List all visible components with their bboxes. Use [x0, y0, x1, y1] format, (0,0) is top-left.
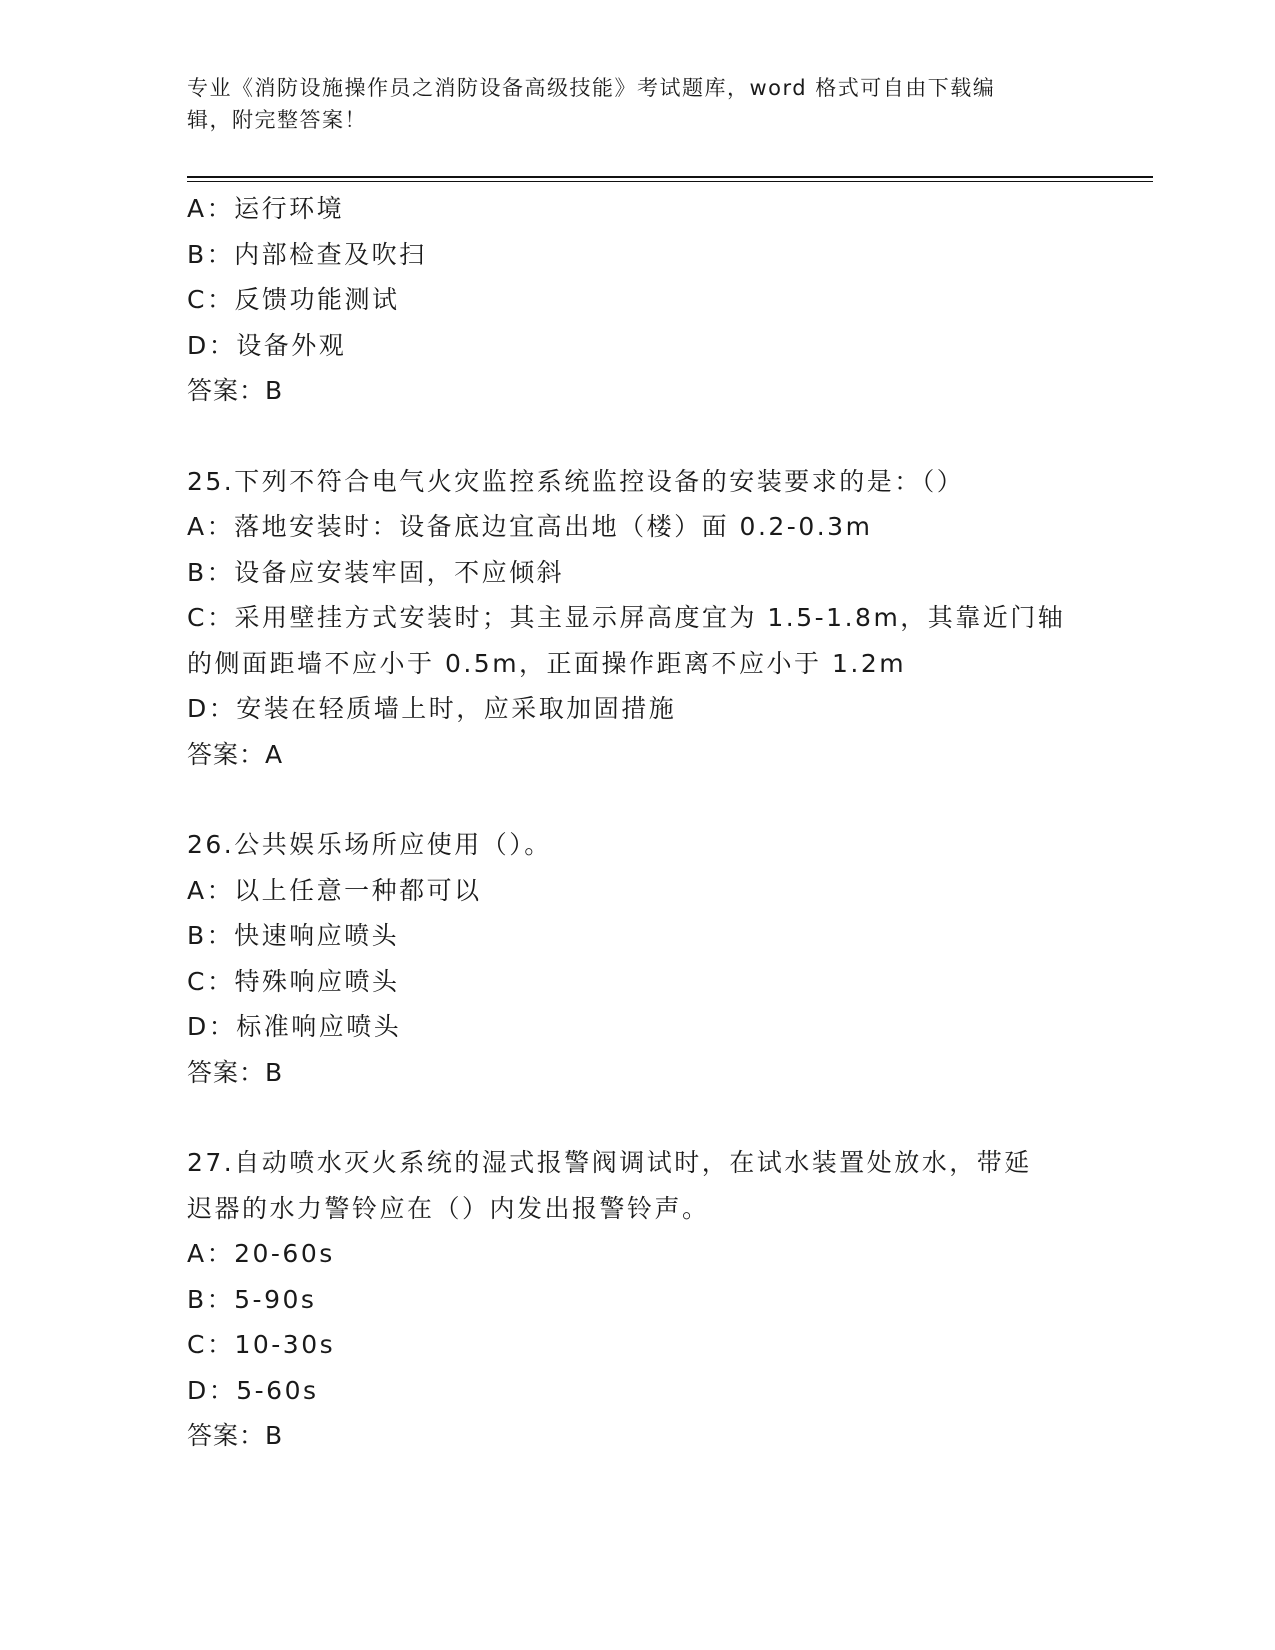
question-stem: 25.下列不符合电气火灾监控系统监控设备的安装要求的是：（）: [187, 466, 965, 496]
spacer: [187, 414, 1087, 459]
option-c: C：采用壁挂方式安装时；其主显示屏高度宜为 1.5-1.8m，其靠近门轴: [187, 603, 1066, 632]
answer-line: 答案：B: [187, 1057, 284, 1087]
option-c: C：特殊响应喷头: [187, 966, 400, 996]
header-rule-thick: [187, 176, 1153, 178]
answer-line: 答案：A: [187, 739, 284, 769]
option-a: A：运行环境: [187, 194, 345, 223]
option-c-continued: 的侧面距墙不应小于 0.5m，正面操作距离不应小于 1.2m: [187, 648, 907, 678]
answer-line: 答案：B: [187, 1421, 284, 1450]
question-stem-line-2: 迟器的水力警铃应在（）内发出报警铃声。: [187, 1193, 710, 1223]
option-d: D：安装在轻质墙上时，应采取加固措施: [187, 694, 677, 723]
option-b: B：内部检查及吹扫: [187, 239, 427, 269]
header-rule-thin: [187, 181, 1153, 182]
option-d: D：设备外观: [187, 330, 347, 360]
question-content: [187, 186, 1087, 1459]
option-b: B：快速响应喷头: [187, 921, 400, 950]
question-stem-line-1: 27.自动喷水灭火系统的湿式报警阀调试时，在试水装置处放水，带延: [187, 1148, 1032, 1177]
option-b: B：设备应安装牢固，不应倾斜: [187, 557, 565, 587]
question-25-block: [187, 459, 1087, 778]
option-c: C：反馈功能测试: [187, 285, 400, 314]
option-a: A：以上任意一种都可以: [187, 875, 482, 905]
question-stem: 26.公共娱乐场所应使用（）。: [187, 830, 552, 859]
prev-question-block: [187, 186, 1087, 414]
spacer: [187, 777, 1087, 822]
option-d: D：标准响应喷头: [187, 1012, 402, 1041]
question-26-block: [187, 822, 1087, 1095]
answer-line: 答案：B: [187, 376, 284, 405]
option-a: A：20-60s: [187, 1239, 335, 1268]
option-b: B：5-90s: [187, 1284, 317, 1314]
spacer: [187, 1095, 1087, 1140]
option-d: D：5-60s: [187, 1375, 319, 1405]
intro-line-2: 辑，附完整答案！: [187, 108, 367, 132]
question-27-block: [187, 1140, 1087, 1459]
option-a: A：落地安装时：设备底边宜高出地（楼）面 0.2-0.3m: [187, 512, 873, 541]
intro-line-1: 专业《消防设施操作员之消防设备高级技能》考试题库，word 格式可自由下载编: [187, 76, 996, 100]
option-c: C：10-30s: [187, 1330, 336, 1359]
document-intro: [187, 72, 1067, 136]
